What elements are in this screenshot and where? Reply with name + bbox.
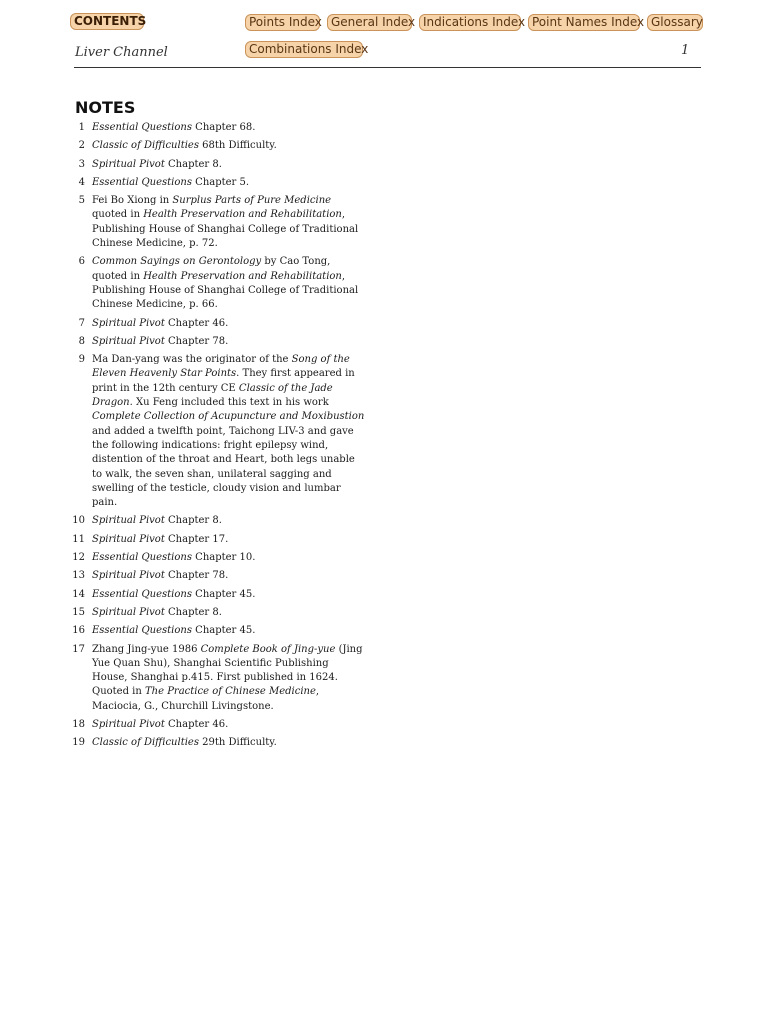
note-title: Spiritual Pivot: [92, 606, 165, 618]
note-title: Classic of Difficulties: [92, 737, 199, 749]
note-title: Essential Questions: [92, 588, 192, 600]
note-fragment: Ma Dan-yang was the originator of the: [92, 354, 292, 366]
note-number: 7: [78, 317, 85, 329]
note-number: 15: [72, 606, 85, 618]
note-text: [92, 121, 366, 135]
note-title: Classic of the Jade Dragon: [92, 382, 333, 409]
notes-list: [0, 121, 768, 755]
note-title: Essential Questions: [92, 122, 192, 133]
note-title: Surplus Parts of Pure Medicine: [172, 195, 332, 207]
note-title: Spiritual Pivot: [92, 515, 165, 527]
note-item: [0, 139, 366, 153]
note-number: 2: [78, 140, 85, 152]
note-number: 8: [78, 335, 85, 347]
page-number: 1: [681, 43, 690, 58]
note-text: [92, 551, 366, 565]
note-item: [0, 606, 366, 620]
header-divider: [74, 67, 701, 68]
note-title: Essential Questions: [92, 552, 192, 564]
note-number: 17: [72, 643, 85, 655]
note-number: 3: [78, 158, 85, 170]
note-fragment: Chapter 78.: [164, 570, 229, 582]
note-text: [92, 139, 366, 153]
note-number: 5: [78, 195, 85, 207]
note-text: [92, 588, 366, 602]
note-text: [92, 158, 366, 172]
note-fragment: Zhang Jing-yue 1986: [92, 643, 201, 655]
note-number: 10: [72, 515, 85, 527]
note-item: [0, 588, 366, 602]
note-fragment: Chapter 45.: [191, 588, 256, 600]
note-fragment: Chapter 10.: [191, 552, 256, 564]
note-item: [0, 551, 366, 565]
note-title: Common Sayings on Gerontology: [92, 256, 262, 268]
note-fragment: Chapter 46.: [164, 317, 229, 329]
note-text: [92, 736, 366, 750]
note-text: [92, 643, 366, 714]
note-text: [92, 514, 366, 528]
note-title: Spiritual Pivot: [92, 533, 165, 545]
note-title: Spiritual Pivot: [92, 718, 165, 730]
nav-button-points-index[interactable]: Points Index: [245, 14, 320, 31]
note-item: [0, 718, 366, 732]
note-fragment: (Jing Yue Quan Shu), Shanghai Scientific Publishing House, Shanghai p.415. First published in 1624. Quoted in: [92, 643, 363, 698]
note-number: 1: [78, 122, 85, 133]
note-title: Classic of Difficulties: [92, 140, 199, 152]
note-item: [0, 643, 366, 714]
note-fragment: , Maciocia, G., Churchill Livingstone.: [92, 686, 320, 712]
note-fragment: 68th Difficulty.: [198, 140, 277, 152]
note-fragment: Chapter 8.: [164, 158, 222, 170]
note-fragment: and added a twelfth point, Taichong LIV-3 and gave the following indications: fright epilepsy wind, distention of the throat and Heart, both legs unable to walk, the seven shan, unilateral sagging and swelling of the testicle, cloudy vision and lumbar pain.: [92, 425, 355, 509]
note-number: 13: [72, 570, 85, 582]
note-text: [92, 353, 366, 510]
note-fragment: Chapter 8.: [164, 515, 222, 527]
note-title: Health Preservation and Rehabilitation: [143, 270, 342, 282]
note-title: Health Preservation and Rehabilitation: [143, 209, 342, 221]
note-fragment: 29th Difficulty.: [198, 737, 277, 749]
note-number: 11: [72, 533, 85, 545]
note-item: [0, 121, 366, 135]
note-text: [92, 624, 366, 638]
note-number: 16: [72, 625, 85, 637]
note-item: [0, 317, 366, 331]
note-text: [92, 255, 366, 312]
nav-button-point-names-index[interactable]: Point Names Index: [528, 14, 640, 31]
note-text: [92, 176, 366, 190]
note-item: [0, 624, 366, 638]
note-title: Spiritual Pivot: [92, 570, 165, 582]
note-text: [92, 718, 366, 732]
note-title: The Practice of Chinese Medicine: [145, 686, 316, 698]
note-fragment: quoted in: [92, 209, 144, 221]
note-number: 12: [72, 552, 85, 564]
nav-button-glossary[interactable]: Glossary: [647, 14, 703, 31]
note-item: [0, 569, 366, 583]
note-item: [0, 533, 366, 547]
nav-button-contents[interactable]: CONTENTS: [70, 13, 144, 30]
note-title: Essential Questions: [92, 176, 192, 188]
note-item: [0, 158, 366, 172]
note-fragment: Chapter 68.: [191, 122, 256, 133]
running-head: Liver Channel: [75, 45, 168, 60]
note-text: [92, 569, 366, 583]
note-number: 4: [78, 176, 85, 188]
note-item: [0, 255, 366, 312]
note-fragment: . Xu Feng included this text in his work: [129, 397, 329, 409]
nav-button-combinations-index[interactable]: Combinations Index: [245, 41, 363, 58]
note-fragment: by Cao Tong, quoted in: [92, 256, 331, 282]
note-number: 14: [72, 588, 85, 600]
note-fragment: Chapter 8.: [164, 606, 222, 618]
note-title: Spiritual Pivot: [92, 335, 165, 347]
note-fragment: Chapter 5.: [191, 176, 250, 188]
note-text: [92, 194, 366, 251]
note-title: Complete Book of Jing-yue: [200, 643, 336, 655]
note-number: 19: [72, 737, 85, 749]
note-fragment: Chapter 17.: [164, 533, 229, 545]
note-fragment: Fei Bo Xiong in: [92, 195, 173, 207]
note-number: 9: [78, 354, 85, 366]
note-item: [0, 194, 366, 251]
note-item: [0, 353, 366, 510]
note-title: Complete Collection of Acupuncture and Moxibustion: [92, 411, 365, 423]
note-title: Spiritual Pivot: [92, 317, 165, 329]
note-item: [0, 514, 366, 528]
note-text: [92, 606, 366, 620]
note-fragment: , Publishing House of Shanghai College of Traditional Chinese Medicine, p. 66.: [92, 270, 359, 311]
note-title: Spiritual Pivot: [92, 158, 165, 170]
note-title: Song of the Eleven Heavenly Star Points: [92, 354, 350, 380]
note-item: [0, 176, 366, 190]
note-text: [92, 317, 366, 331]
note-item: [0, 335, 366, 349]
nav-button-general-index[interactable]: General Index: [327, 14, 412, 31]
nav-button-indications-index[interactable]: Indications Index: [419, 14, 521, 31]
note-fragment: Chapter 78.: [164, 335, 229, 347]
note-fragment: . They first appeared in print in the 12th century CE: [92, 368, 355, 394]
note-item: [0, 736, 366, 750]
note-text: [92, 533, 366, 547]
note-text: [92, 335, 366, 349]
note-fragment: Chapter 45.: [191, 625, 256, 637]
note-fragment: , Publishing House of Shanghai College of Traditional Chinese Medicine, p. 72.: [92, 209, 359, 250]
notes-heading: NOTES: [75, 98, 136, 117]
note-number: 18: [72, 718, 85, 730]
note-fragment: Chapter 46.: [164, 718, 229, 730]
note-number: 6: [78, 256, 85, 268]
note-title: Essential Questions: [92, 625, 192, 637]
